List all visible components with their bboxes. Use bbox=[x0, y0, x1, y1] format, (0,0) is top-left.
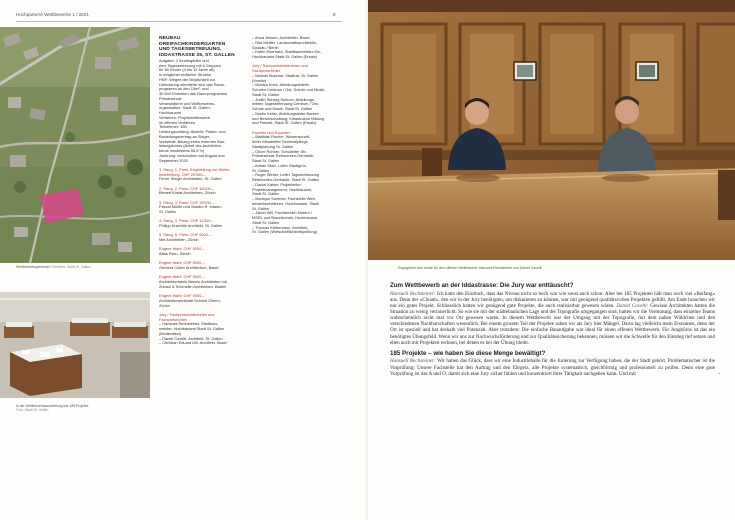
model-photo bbox=[0, 292, 150, 398]
sachpreis-jury: Jury / Sachpreisrichterinnen und Sachpreisrichter – Markus Buschor, Stadtrat, St. Gallen (Vorsitz) – Monika Kreis, Abteilungsleiterin Schulen Centrum / Ost, Schule und Musik, Stadt St. Gallen – Judith Sieving Sulhom, Abteilungs- leiterin Tagesbetreuung Centrum / Ost, Schule und Musik, Stadt St. Gallen – Martin Keller, Abteilungsleiter Bauten und Bewirtschaftung, Infrastruktur Bildung und Freizeit, Stadt St. Gallen (Ersatz) bbox=[252, 63, 326, 126]
model-caption: In der Wettbewerbsausstellung wie 185 Projekte Foto: Stadt St. Gallen bbox=[16, 404, 89, 413]
continue-arrow-icon: → bbox=[716, 369, 721, 376]
aerial-photo bbox=[0, 27, 150, 263]
header-rule bbox=[16, 21, 342, 22]
interview-photo bbox=[368, 0, 735, 260]
competition-title: NEUBAU DREIFACHKINDERGARTEN UND TAGESBETREUUNG, IDDASTRASSE 25, ST. GALLEN bbox=[159, 36, 235, 58]
experts-list: Expertin und Experten – Matthias Fischer, Wissenschaft- licher Mitarbeiter Denkmalpflege, Stadtplanung St. Gallen – Oliver Rohner, Schulleiter Stv. Primarschule Rebmonten-Gerhalde, Stadt St. Gallen – Adrian Stolz, Leiter Stadtgrün, St. Gallen – Roger Weber, Leiter Tagesbetreuung Rebmonten-Gerhalde, Stadt St. Gallen – Daniel Kaiser, Projektleiter Projektmanagement, Hochbauamt, Stadt St. Gallen – Monique Sommer, Fachstelle Wett- bewerbsverfahren, Hochbauamt, Stadt St. Gallen – Jakob Wili, Fachbereich Elektro / MSRL und Brandschutz, Hochbauamt, Stadt St. Gallen – Thomas Kiefermann, Architekt, St. Gallen (Wirtschaftlichkeitsprüfung) bbox=[252, 129, 319, 235]
left-page bbox=[0, 0, 367, 520]
question-heading: 185 Projekte – wie haben Sie diese Menge bewältigt? bbox=[390, 349, 546, 357]
interview-article bbox=[390, 282, 721, 377]
question-heading: Zum Wettbewerb an der Iddastrasse: Die Jury war enttäuscht? bbox=[390, 282, 574, 289]
aerial-photo-drawing bbox=[0, 27, 150, 263]
jury-list-continued: – Anna Jessen, Architektin, Basel – Rita Mettler, Landschaftsarchitektin, Gossau / Berlin – Katrin Eberhard, Stadtbaumeister-Stv., Hochbauamt Stadt St. Gallen (Ersatz) bbox=[252, 35, 322, 59]
page-number: 8 bbox=[333, 12, 336, 17]
info-column-2 bbox=[252, 36, 344, 235]
result-entry: Engere Wahl: CHF 5000.– Architekturfabrik Marolo Architekten mit Zubaul & Schmidlin Architekten, Baden bbox=[159, 274, 227, 289]
answer-paragraph: Hansueli Rechsteiner: Ich hatte den Eindruck, dass das Niveau nicht so hoch war wie sonst auch schon. Aber bei 185 Projekten hält man noch viel «Beifang» aus. Denn der «Chnatt», den wir in der Jury benötigten, um diskutieren zu können, war mit genügend qualitätsvollen Projekten gefüllt. Am Ende brauchen wir nur ein gutes Projekt. Schliesslich hatten wir genügend gute Projekte, die auch realisierbar gewesen wären. Daniel Cavelti: Gewisse Architekten hatten die Situation zu wenig verinnerlicht. So wie sie mit der städtebaulichen Lage und der Topografie umgegangen sind, hatten wir die Vermutung, dass einzelne Teams wahrscheinlich nicht mal vor Ort gewesen waren. In diesem Wettbewerb war der Umgang mit der Topografie, mit dem nahen Wäldchen und den verschiedenen Nachbarschaften wesentlich. Bei einem grossen Teil der Projekte sahen wir als Jury hier Mängel. Darin lag vielleicht mein Erstaunen, denn der Ort ist speziell und hat deshalb viel Potenzial. Aber trotzdem: Die einfache Bauaufgabe war ideal für einen offenen Wettbewerb. Für Jungbüros ist das ein benötigtes Übungsfeld. Wenn wir uns zur Nachwuchsförderung und zur Qualitätssicherung bekennen, müssen wir die Schwelle für den Einstieg tief setzen und eben auch mit Projekten rechnen, bei denen es bei der Übung bleibt. bbox=[390, 290, 716, 346]
result-entry: 5. Rang, 5. Preis: CHF 8000.– Mei Architekten, Zürich bbox=[159, 232, 212, 243]
result-entry: 2. Rang, 2. Preis: CHF 18'000.– Bienert Kintat Architekten, Zürich bbox=[159, 185, 216, 196]
running-head: Hochparterre Wettbewerbe 1 / 2021 bbox=[16, 12, 89, 17]
answer-paragraph: Hansueli Rechsteiner: Wir haben das Glück, dass wir eine Industriehalle für die Jurierung zur Verfügung haben, die der Stadt gehört. Problematischer ist die Vorprüfung: Unsere Fachstelle hat den Auftrag und den Ehrgeiz, alle Projekte systematisch, gleichförmig und professionell zu prüfen. Denn eine gute Vorprüfung ist das A und O, damit sich eine Jury sicher fühlen und konzentriert ihrer Tätigkeit nachgehen kann. Und mit bbox=[390, 358, 716, 377]
competition-facts: Aufgabe: 3 Kindergärten und eine Tagesbetreuung mit 6 Gruppen für 60 Kinder (4 bis 12 Jahre alt) in möglichst einfacher Struktur HNF: Wegen der Möglichkeit zur Umnutzung orientierte sich das Raum- programm an den 15m²- und 30.5m²-Einheiten des Raumprogramms Primarschule Veranstalterin und Wettbewerbs- organisation: Stadt St. Gallen, Hochbauamt Verfahren: Projektwettbewerb im offenen Verfahren Teilnehmer: 185 Leistungsumfang: Absicht: Planer- und Bauleitungsvertrag an Sieger, Vorbehalt: Beizug eines externen Bau- leitungsbüros (Anteil des Architektur- büros mindestens 58,5 %) Jurierung: verschoben auf August und September 2020 bbox=[159, 57, 228, 163]
model-photo-drawing bbox=[0, 292, 150, 398]
photo-caption: Engagieren sich heute für den offenen Wettbewerb: Hansueli Rechsteiner und Daniel Cavelti bbox=[398, 266, 542, 270]
result-entry: 4. Rang, 4. Preis: CHF 11'000.– Philipp Knechtle Architekt, St. Gallen bbox=[159, 218, 223, 229]
jury-list: Jury / Fachpreisrichterinnen und Fachpreisrichter – Hansueli Rechsteiner, Stadtbau- meister, Hochbauamt Stadt St. Gallen (Moderation) – Daniel Cavelti, Architekt, St. Gallen – Christian Eduard Dill, Architekt, Basel bbox=[159, 311, 227, 346]
info-column-1 bbox=[159, 36, 247, 346]
interview-photo-drawing bbox=[368, 0, 735, 260]
result-entry: Engere Wahl: CHF 5000.– Architekturwerkstatt Schmid Zürren, Zürich bbox=[159, 293, 221, 308]
right-page bbox=[368, 0, 735, 520]
aerial-caption: Wettbewerbsperimeter Orthofoto: Stadt St. Gallen bbox=[16, 265, 91, 269]
result-entry: Engere Wahl: CHF 5000.– Atlas Fluru, Zürich bbox=[159, 246, 205, 257]
result-entry: 3. Rang, 3. Preis: CHF 15'000.– Pascal Müller und Sandro R. Inauen, St. Gallen bbox=[159, 199, 223, 215]
result-entry: 1. Rang, 1. Preis, Empfehlung zur Weiter- bearbeitung: CHF 20'000.– Ferrer Steger Architekten, St. Gallen bbox=[159, 166, 231, 182]
result-entry: Engere Wahl: CHF 5000.– Gerbera Cutter Architecture, Basel bbox=[159, 260, 219, 271]
